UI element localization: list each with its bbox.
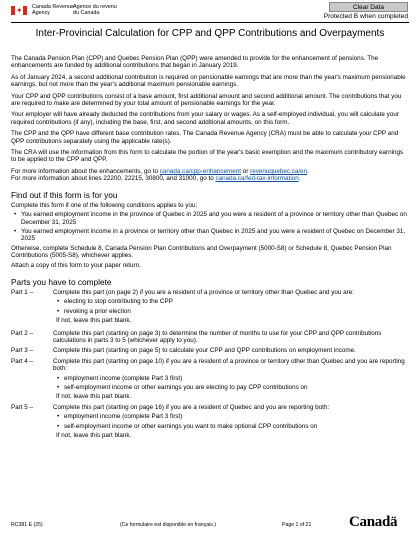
part-label: Part 1 – <box>11 288 34 296</box>
part-bullet: • employment income (complete Part 3 first) <box>11 375 410 382</box>
more-info-text: or <box>240 167 251 175</box>
part-text: Complete this part (starting on page 3) to determine the number of months to use for your CPP and QPP contributions calculations in parts 3 to 5 (whichever apply to you). <box>53 329 382 344</box>
condition-item: • You earned employment income in the province of Quebec in 2025 and you were a resident of a province or territory other than Quebec on December 31, 2025 <box>11 211 410 226</box>
french-availability: (Ce formulaire est disponible en français.) <box>120 522 217 528</box>
part-bullet: • employment income (complete Part 3 first) <box>11 413 410 420</box>
section-heading-find-out: Find out if this form is for you <box>11 189 118 200</box>
section-heading-parts: Parts you have to complete <box>11 276 112 287</box>
part-bullet: • revoking a prior election <box>11 308 410 315</box>
page-title: Inter-Provincial Calculation for CPP and QPP Contributions and Overpayments <box>35 28 385 39</box>
part-label: Part 5 – <box>11 403 34 411</box>
part-2-item <box>11 330 410 345</box>
canada-wordmark: Canadä <box>349 514 398 530</box>
more-info-enhancements <box>11 168 410 175</box>
part-4-item <box>11 358 410 373</box>
part-3-item <box>11 347 410 354</box>
part-5-item <box>11 404 410 411</box>
fed-tax-info-link[interactable]: canada.ca/fed-tax-information <box>215 175 299 183</box>
page-number: Page 1 of 21 <box>282 522 312 528</box>
part-note: If not, leave this part blank. <box>56 432 132 440</box>
part-note: If not, leave this part blank. <box>56 393 132 401</box>
part-1-item <box>11 289 410 296</box>
intro-paragraph: The CRA will use the information from this form to calculate the portion of the year's basic exemption and the maximum contributory earnings to be applied to the CPP and QPP. <box>11 149 404 164</box>
cpp-enhancement-link[interactable]: canada.ca/cpp-enhancement <box>159 167 241 175</box>
form-body <box>11 55 410 439</box>
intro-paragraph: The CPP and the QPP have different base contribution rates. The Canada Revenue Agency (CRA) must be able to calculate your CPP and QPP contributions separately using the applicable rate(s). <box>11 130 399 145</box>
find-out-lead: Complete this form if one of the following conditions applies to you: <box>11 201 198 209</box>
part-text: Complete this part (starting on page 10) if you are a resident of a province or territory other than Quebec and you are reporting both: <box>53 357 405 373</box>
canada-flag-icon: ✦ <box>11 6 27 15</box>
agency-name-en: Canada Revenue Agency <box>32 4 74 16</box>
part-bullet: • electing to stop contributing to the CPP <box>11 298 410 305</box>
more-info-text: For more information about lines 22200, 22215, 30800, and 31000, go to <box>11 175 216 183</box>
intro-paragraph: As of January 2024, a second additional contribution is required on pensionable earnings that are more than the year's maximum pensionable earnings, but not more than the year's additional maximum pensionable earnings. <box>11 73 406 89</box>
part-note: If not, leave this part blank. <box>56 317 132 325</box>
part-text: Complete this part (on page 2) if you are a resident of a province or territory other than Quebec and you are: <box>53 288 355 296</box>
more-info-text: . <box>307 167 309 175</box>
more-info-text: . <box>298 175 301 183</box>
form-id: RC381 E (25) <box>11 522 43 528</box>
revenuquebec-link[interactable]: revenuquebec.ca/en <box>250 167 308 175</box>
agency-name-fr: Agence du revenu du Canada <box>73 4 117 16</box>
otherwise-text: Otherwise, complete Schedule 8, Canada Pension Plan Contributions and Overpayment (5000-S8) or Schedule 8, Quebec Pension Plan Contributions (5005-S8), whichever applies. <box>11 244 392 260</box>
part-text: Complete this part (starting on page 16) if you are a resident of Quebec and you are reporting both: <box>53 403 330 411</box>
intro-paragraph: The Canada Pension Plan (CPP) and Quebec Pension Plan (QPP) were amended to provide for the enhancement of pensions. The enhancements are funded by additional contributions that began in January 2019. <box>11 55 379 70</box>
attach-text: Attach a copy of this form to your paper return. <box>11 261 141 269</box>
part-label: Part 3 – <box>11 347 34 355</box>
condition-item: • You earned employment income in a province or territory other than Quebec in 2025 and you were a resident of Quebec on December 31, 2025 <box>11 228 410 243</box>
part-label: Part 4 – <box>11 357 34 365</box>
part-text: Complete this part (starting on page 5) to calculate your CPP and QPP contributions on employment income. <box>53 347 356 355</box>
more-info-lines <box>11 175 410 182</box>
part-bullet: • self-employment income or other earnings you are electing to pay CPP contributions on <box>11 384 410 391</box>
part-bullet: • self-employment income or other earnings you want to make optional CPP contributions on <box>11 423 410 430</box>
protected-b-label: Protected B when completed <box>323 13 408 20</box>
clear-data-button[interactable]: Clear Data <box>329 2 408 12</box>
intro-paragraph: Your CPP and QPP contributions consist of a base amount, first additional amount and second additional amount. The contributions that you are required to make are determined by your total amount of pensionable earnings for the year. <box>11 92 402 108</box>
part-label: Part 2 – <box>11 329 34 337</box>
intro-paragraph: Your employer will have already deducted the contributions from your salary or wages. As a self-employed individual, you will calculate your required contributions (if any), including the base, first, and second additional amounts, on this form. <box>11 111 399 126</box>
more-info-text: For more information about the enhancements, go to <box>11 167 160 175</box>
header-divider <box>11 22 409 23</box>
